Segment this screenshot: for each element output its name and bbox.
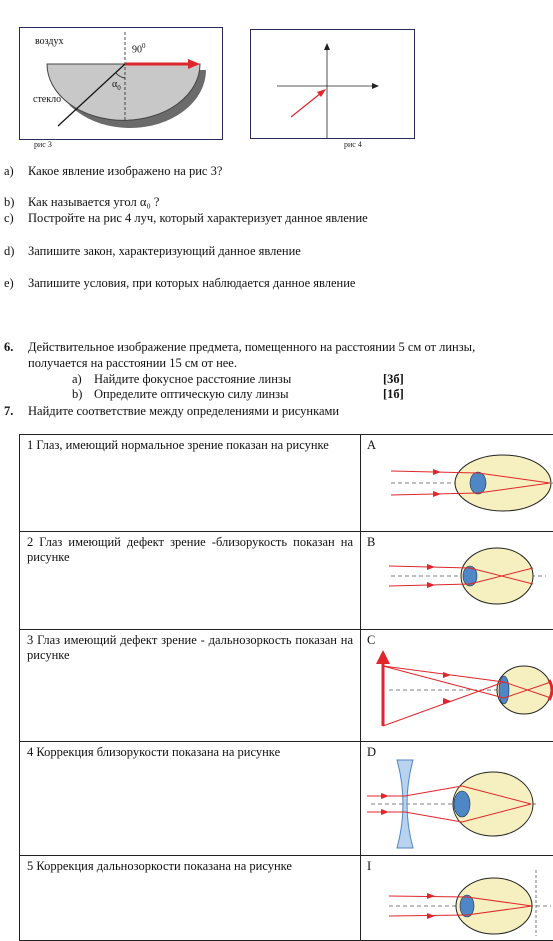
eye-normal <box>361 435 553 532</box>
question-5c: c) Постройте на рис 4 луч, который характеризует данное явление <box>4 211 368 226</box>
angle-alpha-label: $\alpha_0$ <box>112 79 121 92</box>
row-3-letter: C <box>367 633 375 648</box>
matching-table <box>19 434 553 941</box>
task-6a: a) Найдите фокусное расстояние линзы <box>72 372 291 387</box>
figure-3 <box>19 27 223 140</box>
angle-90-label: $90^0$ <box>132 42 146 55</box>
myopia-correction <box>361 742 553 856</box>
figure-4 <box>250 29 415 139</box>
eye-hyperopia <box>361 630 553 742</box>
label-glass: стекло <box>33 94 61 105</box>
row-2-text: 2 Глаз имеющий дефект зрение -близорукость показан на рисунке <box>20 532 361 630</box>
row-4-text: 4 Коррекция близорукости показана на рисунке <box>20 742 361 856</box>
row-1-figure <box>361 435 553 532</box>
question-5e: e) Запишите условия, при которых наблюдается данное явление <box>4 276 355 291</box>
row-5-text: 5 Коррекция дальнозоркости показана на рисунке <box>20 856 361 941</box>
hyperopia-correction <box>361 856 553 941</box>
row-1-text: 1 Глаз, имеющий нормальное зрение показан на рисунке <box>20 435 361 532</box>
task-6-line1: 6. Действительное изображение предмета, помещенного на расстоянии 5 см от линзы, <box>4 340 475 355</box>
table-row <box>20 856 553 941</box>
figure-4-caption: рис 4 <box>344 140 362 149</box>
task-6b: b) Определите оптическую силу линзы <box>72 387 289 402</box>
row-5-letter: I <box>367 859 371 874</box>
task-7-heading: 7. Найдите соответствие между определениями и рисунками <box>4 404 339 419</box>
row-3-figure <box>361 630 553 742</box>
task-6-line2: получается на расстоянии 15 см от нее. <box>4 356 237 371</box>
label-air: воздух <box>35 36 64 47</box>
question-5a: a) Какое явление изображено на рис 3? <box>4 164 222 179</box>
row-2-figure <box>361 532 553 630</box>
row-1-letter: A <box>367 438 376 453</box>
row-3-text: 3 Глаз имеющий дефект зрение - дальнозоркость показан на рисунке <box>20 630 361 742</box>
row-5-figure <box>361 856 553 941</box>
table-row <box>20 742 553 856</box>
row-2-letter: B <box>367 535 375 550</box>
row-4-figure <box>361 742 553 856</box>
incident-ray-4 <box>291 93 321 117</box>
table-row <box>20 435 553 532</box>
coordinate-axes <box>251 30 414 138</box>
table-row <box>20 532 553 630</box>
table-row <box>20 630 553 742</box>
row-4-letter: D <box>367 745 376 760</box>
question-5d: d) Запишите закон, характеризующий данное явление <box>4 244 301 259</box>
task-6a-points: [3б] <box>383 372 404 387</box>
figure-3-caption: рис 3 <box>34 140 52 149</box>
question-5b: b) Как называется угол α₀ ? <box>4 195 159 210</box>
task-6b-points: [1б] <box>383 387 404 402</box>
eye-myopia <box>361 532 553 630</box>
